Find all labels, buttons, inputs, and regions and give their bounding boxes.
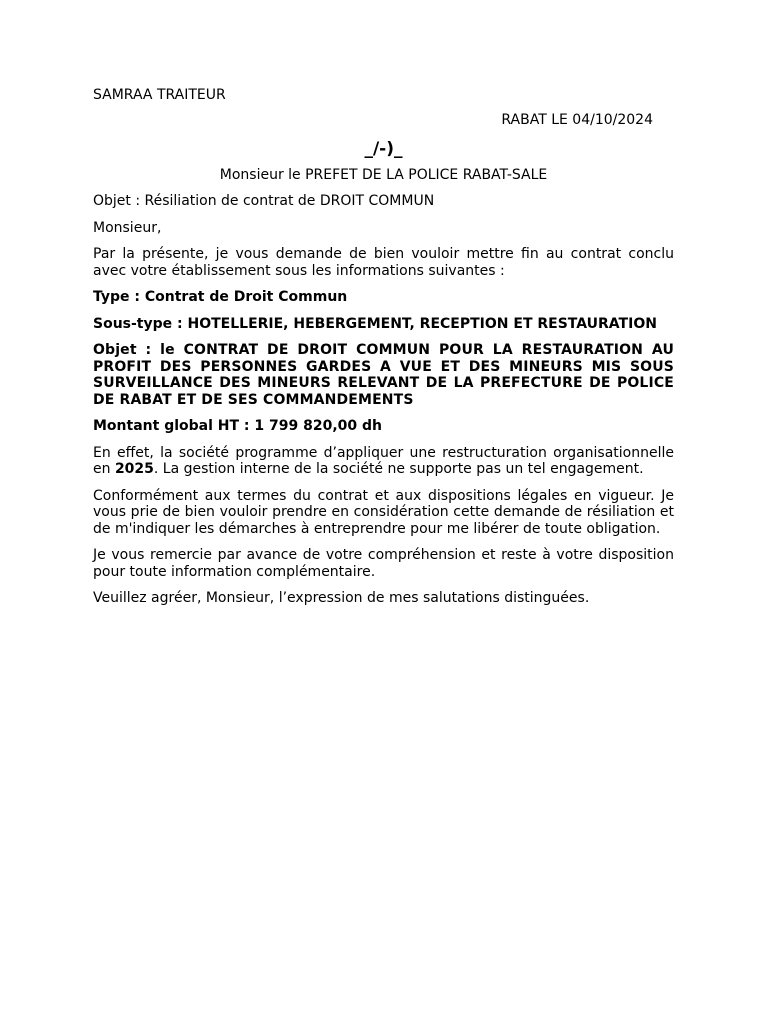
salutation: Monsieur, [93, 219, 162, 236]
place-date: RABAT LE 04/10/2024 [501, 112, 653, 128]
intro-paragraph: Par la présente, je vous demande de bien vouloir mettre fin au contrat conclu avec votre établissement sous les informations suivantes : [93, 246, 674, 279]
reason-text-start: En effet, la société programme d’appliquer une restructuration organisationnelle en [93, 444, 674, 477]
contract-amount: Montant global HT : 1 799 820,00 dh [93, 418, 382, 434]
contract-subtype: Sous-type : HOTELLERIE, HEBERGEMENT, RECEPTION ET RESTAURATION [93, 315, 657, 332]
closing-formula: Veuillez agréer, Monsieur, l’expression de mes salutations distinguées. [93, 590, 590, 606]
letter-body [93, 87, 674, 607]
reason-year: 2025 [114, 461, 154, 477]
contract-object [93, 342, 674, 408]
conformity-paragraph: Conformément aux termes du contrat et aux dispositions légales en vigueur. Je vous prie de bien vouloir prendre en considération cette demande de résiliation et de m'indiquer les démarches à entreprendre pour me libérer de toute obligation. [93, 487, 674, 537]
header-mark: _/-)_ [364, 138, 403, 159]
contract-object-text: CONTRAT DE DROIT COMMUN POUR LA RESTAURATION AU PROFIT DES PERSONNES GARDES A VUE ET DES MINEURS MIS SOUS SURVEILLANCE DES MINEURS RELEVANT DE LA PREFECTURE DE POLICE DE RABAT ET DE SES COMMANDEMENTS [93, 342, 674, 408]
contract-object-label: Objet : le [93, 342, 175, 358]
reason-text-end: . La gestion interne de la société ne supporte pas un tel engagement. [153, 461, 644, 477]
sender-name: SAMRAA TRAITEUR [93, 87, 226, 103]
contract-type: Type : Contrat de Droit Commun [93, 289, 348, 305]
reason-paragraph [93, 445, 674, 478]
thanks-paragraph: Je vous remercie par avance de votre compréhension et reste à votre disposition pour toute information complémentaire. [93, 547, 674, 580]
recipient-line: Monsieur le PREFET DE LA POLICE RABAT-SALE [219, 166, 548, 183]
subject-line: Objet : Résiliation de contrat de DROIT COMMUN [93, 193, 435, 209]
